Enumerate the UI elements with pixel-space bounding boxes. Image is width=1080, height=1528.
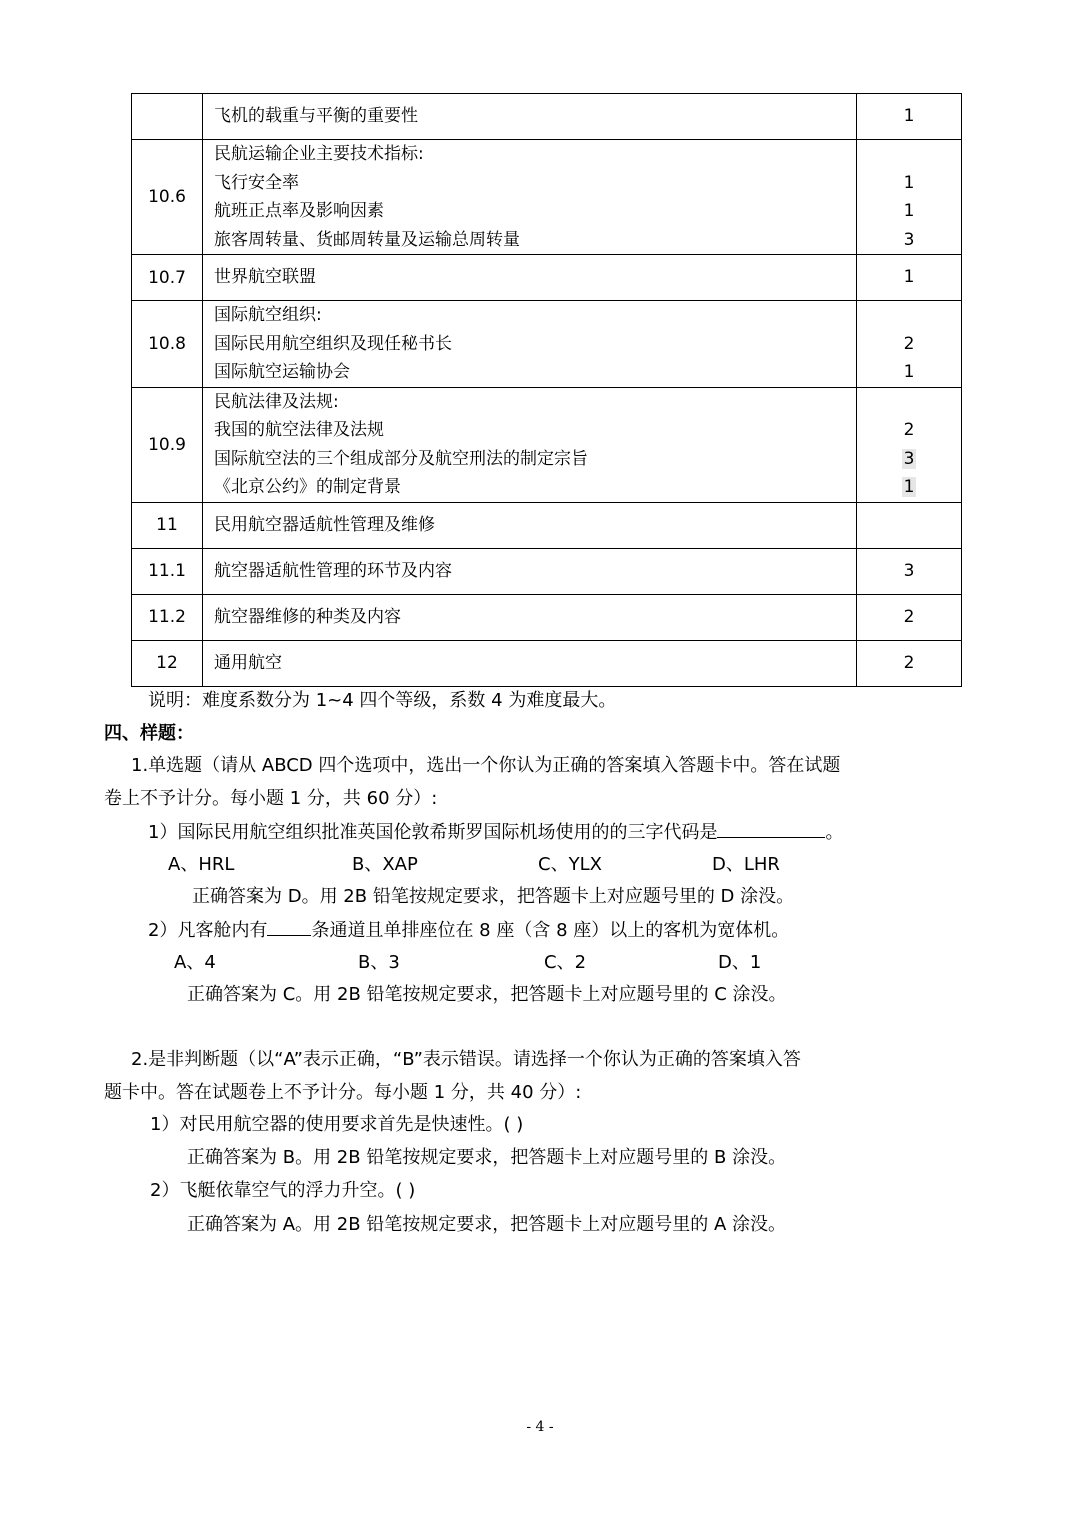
section-number: 10.7 xyxy=(148,267,186,288)
topic-cell xyxy=(203,594,857,640)
table-row xyxy=(132,594,962,640)
topic-cell xyxy=(203,255,857,301)
difficulty-value: 3 xyxy=(903,448,915,469)
difficulty-line xyxy=(857,301,961,330)
section-number-cell xyxy=(132,301,203,388)
answer-blank xyxy=(717,817,825,838)
table-row xyxy=(132,140,962,255)
difficulty-line xyxy=(857,388,961,417)
difficulty-line xyxy=(857,358,961,387)
difficulty-line xyxy=(857,445,961,474)
difficulty-cell xyxy=(857,387,962,502)
section-number-cell xyxy=(132,640,203,686)
topic-line: 我国的航空法律及法规 xyxy=(214,420,384,440)
part1-q2-stem-b: 条通道且单排座位在 8 座（含 8 座）以上的客机为宽体机。 xyxy=(311,920,790,941)
topic-line: 航班正点率及影响因素 xyxy=(214,201,384,221)
topic-line: 民航运输企业主要技术指标: xyxy=(214,144,424,164)
difficulty-cell xyxy=(857,301,962,388)
topic-line: 世界航空联盟 xyxy=(214,267,316,288)
part2-intro-line2: 题卡中。答在试题卷上不予计分。每小题 1 分，共 40 分）: xyxy=(104,1082,582,1103)
part1-q2-answer: 正确答案为 C。用 2B 铅笔按规定要求，把答题卡上对应题号里的 C 涂没。 xyxy=(187,984,787,1005)
section-number-cell xyxy=(132,140,203,255)
part1-q2-option-b: B、3 xyxy=(358,952,400,973)
topic-line: 飞行安全率 xyxy=(214,172,299,193)
difficulty-cell xyxy=(857,140,962,255)
difficulty-value: 1 xyxy=(903,362,915,382)
section-number-cell xyxy=(132,594,203,640)
part1-q1-option-d: D、LHR xyxy=(712,854,780,875)
difficulty-line xyxy=(857,473,961,502)
section-number: 11.1 xyxy=(148,561,186,581)
topic-line: 《北京公约》的制定背景 xyxy=(214,477,401,497)
part1-q2-stem-a: 2）凡客舱内有 xyxy=(148,920,268,941)
topic-cell xyxy=(203,502,857,548)
section-number-cell xyxy=(132,94,203,140)
part1-q2-option-d: D、1 xyxy=(718,952,762,973)
difficulty-line xyxy=(857,603,961,632)
part1-intro-line2: 卷上不予计分。每小题 1 分，共 60 分）: xyxy=(104,788,438,809)
difficulty-value: 1 xyxy=(903,172,915,193)
topic-cell xyxy=(203,94,857,140)
section-number: 12 xyxy=(156,653,178,673)
topic-cell xyxy=(203,387,857,502)
answer-blank xyxy=(267,915,311,936)
topic-line: 国际航空组织: xyxy=(214,305,322,325)
section-number-cell xyxy=(132,255,203,301)
part1-q1-stem xyxy=(148,817,843,848)
difficulty-value: 3 xyxy=(903,229,915,250)
part2-q1-stem: 1）对民用航空器的使用要求首先是快速性。( ) xyxy=(150,1114,524,1135)
difficulty-line xyxy=(857,330,961,359)
part1-q1-option-b: B、XAP xyxy=(352,854,418,875)
section-number: 11 xyxy=(156,515,178,535)
difficulty-value: 1 xyxy=(903,267,915,288)
part1-q1-stem-text: 1）国际民用航空组织批准英国伦敦希斯罗国际机场使用的的三字代码是 xyxy=(148,822,718,843)
part1-q2-stem xyxy=(148,915,789,946)
topic-cell xyxy=(203,548,857,594)
difficulty-value: 2 xyxy=(903,606,915,627)
section-number: 11.2 xyxy=(148,607,186,627)
part1-q1-option-c: C、YLX xyxy=(538,854,602,875)
part2-intro-line1: 2.是非判断题（以“A”表示正确，“B”表示错误。请选择一个你认为正确的答案填入答 xyxy=(131,1049,801,1070)
difficulty-value: 1 xyxy=(903,106,915,127)
part1-q1-answer: 正确答案为 D。用 2B 铅笔按规定要求，把答题卡上对应题号里的 D 涂没。 xyxy=(192,886,795,907)
difficulty-line xyxy=(857,226,961,255)
table-row xyxy=(132,387,962,502)
difficulty-cell xyxy=(857,94,962,140)
topic-cell xyxy=(203,301,857,388)
part1-q1-option-a: A、HRL xyxy=(168,854,235,875)
topic-line: 民用航空器适航性管理及维修 xyxy=(214,514,435,535)
difficulty-value: 2 xyxy=(903,420,915,440)
part1-q1-stem-end: 。 xyxy=(825,822,844,843)
topic-line: 航空器适航性管理的环节及内容 xyxy=(214,560,452,581)
topic-line: 通用航空 xyxy=(214,652,282,673)
difficulty-value: 2 xyxy=(903,333,915,354)
part1-q2-option-a: A、4 xyxy=(174,952,216,973)
table-row xyxy=(132,548,962,594)
section-heading: 四、样题： xyxy=(104,723,194,744)
part2-q2-stem: 2）飞艇依靠空气的浮力升空。( ) xyxy=(150,1180,416,1201)
difficulty-line xyxy=(857,263,961,292)
difficulty-value: 1 xyxy=(903,201,915,221)
topic-line: 民航法律及法规: xyxy=(214,391,339,412)
topic-line: 航空器维修的种类及内容 xyxy=(214,606,401,627)
difficulty-line xyxy=(857,511,961,540)
difficulty-cell xyxy=(857,502,962,548)
difficulty-line xyxy=(857,169,961,198)
difficulty-line xyxy=(857,649,961,678)
section-number: 10.9 xyxy=(148,434,186,455)
difficulty-line xyxy=(857,102,961,131)
difficulty-line xyxy=(857,140,961,169)
topic-line: 飞机的载重与平衡的重要性 xyxy=(214,106,418,127)
difficulty-line xyxy=(857,557,961,586)
section-number-cell xyxy=(132,502,203,548)
topic-cell xyxy=(203,140,857,255)
table-row xyxy=(132,255,962,301)
difficulty-value: 2 xyxy=(903,652,915,673)
section-number-cell xyxy=(132,387,203,502)
section-number-cell xyxy=(132,548,203,594)
topic-cell xyxy=(203,640,857,686)
table-row xyxy=(132,301,962,388)
table-row xyxy=(132,94,962,140)
syllabus-table xyxy=(131,93,962,687)
difficulty-cell xyxy=(857,255,962,301)
difficulty-cell xyxy=(857,594,962,640)
difficulty-cell xyxy=(857,548,962,594)
difficulty-cell xyxy=(857,640,962,686)
difficulty-note: 说明：难度系数分为 1~4 四个等级，系数 4 为难度最大。 xyxy=(148,690,617,711)
section-number: 10.6 xyxy=(148,187,186,207)
table-row xyxy=(132,502,962,548)
difficulty-value: 1 xyxy=(903,477,915,497)
topic-line: 国际航空法的三个组成部分及航空刑法的制定宗旨 xyxy=(214,448,588,469)
section-number: 10.8 xyxy=(148,333,186,354)
part1-intro-line1: 1.单选题（请从 ABCD 四个选项中，选出一个你认为正确的答案填入答题卡中。答在试题 xyxy=(131,755,841,776)
topic-line: 国际航空运输协会 xyxy=(214,362,350,382)
topic-line: 国际民用航空组织及现任秘书长 xyxy=(214,333,452,354)
difficulty-value: 3 xyxy=(903,560,915,581)
topic-line: 旅客周转量、货邮周转量及运输总周转量 xyxy=(214,229,520,250)
difficulty-line xyxy=(857,416,961,445)
part2-q1-answer: 正确答案为 B。用 2B 铅笔按规定要求，把答题卡上对应题号里的 B 涂没。 xyxy=(187,1147,787,1168)
page-number: - 4 - xyxy=(526,1419,554,1435)
part2-q2-answer: 正确答案为 A。用 2B 铅笔按规定要求，把答题卡上对应题号里的 A 涂没。 xyxy=(187,1214,787,1235)
table-row xyxy=(132,640,962,686)
part1-q2-option-c: C、2 xyxy=(544,952,587,973)
difficulty-line xyxy=(857,197,961,226)
